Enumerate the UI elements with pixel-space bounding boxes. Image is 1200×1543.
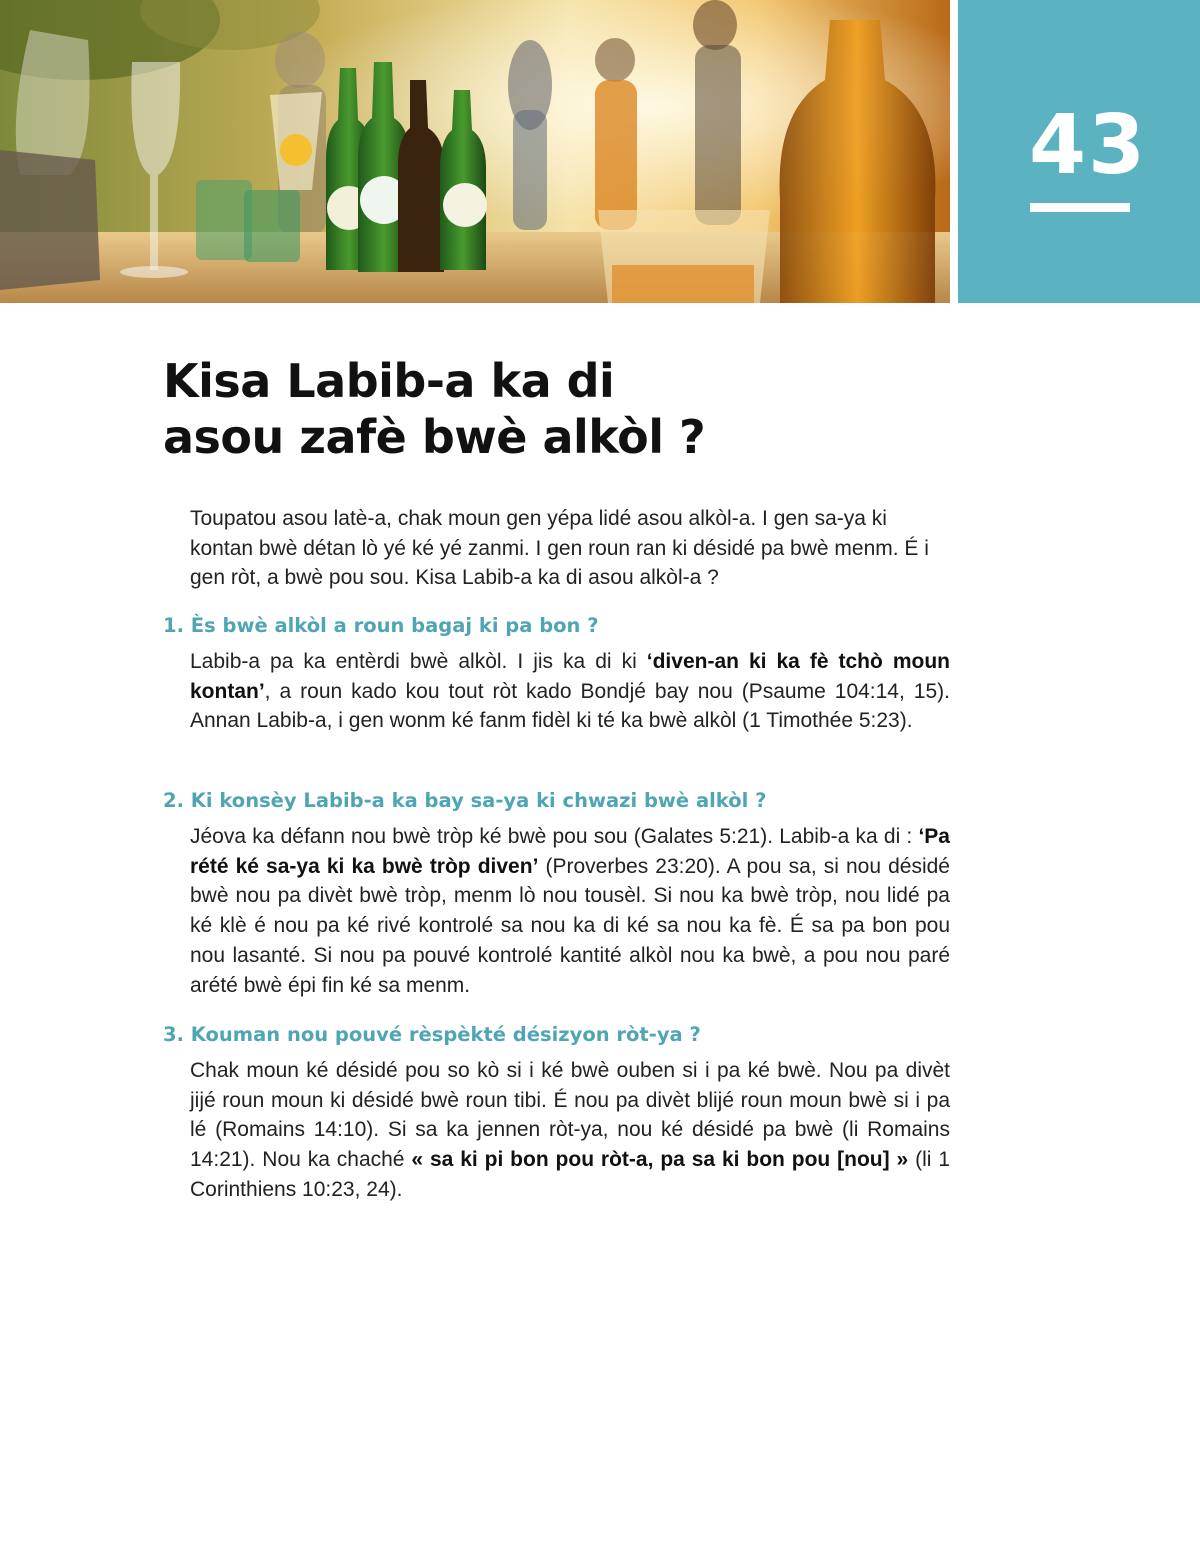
answer-1-text-a: Labib-a pa ka entèrdi bwè alkòl. I jis ka di ki xyxy=(190,650,647,673)
answer-1-text-b: , a roun kado kou tout ròt kado Bondjé bay nou (Psaume 104:14, 15). Annan Labib-a, i gen wonm ké fanm fidèl ki té ka bwè alkòl (1 Timothée 5:23). xyxy=(190,679,950,733)
lesson-number-badge xyxy=(958,0,1200,303)
answer-3-quote: « sa ki pi bon pou ròt-a, pa sa ki bon pou [nou] » xyxy=(411,1148,909,1172)
answer-3-text-b: (li 1 Corinthiens 10:23, 24). xyxy=(190,1148,950,1201)
answer-3-text-a: Chak moun ké désidé pou so kò si i ké bwè ouben si i pa ké bwè. Nou pa divèt jijé roun moun ki désidé bwè roun tibi. É nou pa divèt blijé roun moun bwè si i pa lé (Romains 14:10). Si sa ka jennen ròt-ya, nou ké désidé pa bwè (li Romains 14:21). Nou ka chaché xyxy=(190,1059,950,1172)
question-3: 3. Kouman nou pouvé rèspèkté désizyon ròt-ya ? xyxy=(163,1023,701,1046)
question-2: 2. Ki konsèy Labib-a ka bay sa-ya ki chwazi bwè alkòl ? xyxy=(163,789,767,812)
lesson-number: 43 xyxy=(1028,98,1148,193)
title-line-1: Kisa Labib-a ka di xyxy=(163,354,615,408)
answer-2-quote: ‘Pa rété ké sa-ya ki ka bwè tròp diven’ xyxy=(190,825,950,878)
question-1: 1. Ès bwè alkòl a roun bagaj ki pa bon ? xyxy=(163,614,599,637)
intro-paragraph: Toupatou asou latè-a, chak moun gen yépa lidé asou alkòl-a. I gen sa-ya ki kontan bwè détan lò yé ké yé zanmi. I gen roun ran ki désidé pa bwè menm. É i gen ròt, a bwè pou sou. Kisa Labib-a ka di asou alkòl-a ? xyxy=(190,507,929,590)
answer-2-text-a: Jéova ka défann nou bwè tròp ké bwè pou sou (Galates 5:21). Labib-a ka di : xyxy=(190,825,919,848)
badge-underline xyxy=(1030,203,1130,212)
page-title xyxy=(163,353,923,465)
answer-3 xyxy=(190,1056,950,1205)
hero-photo xyxy=(0,0,950,303)
title-line-2: asou zafè bwè alkòl ? xyxy=(163,410,706,464)
answer-2-text-b: (Proverbes 23:20). A pou sa, si nou désidé bwè nou pa divèt bwè tròp, menm lò nou tousèl. Si nou ka bwè tròp, nou lidé pa ké klè é nou pa ké rivé kontrolé sa nou ka di ké sa nou ka fè. É sa pa bon pou nou lasanté. Si nou pa pouvé kontrolé kantité alkòl nou ka bwè, a pou nou paré arété bwè épi fin ké sa menm. xyxy=(190,854,950,997)
answer-2 xyxy=(190,822,950,1000)
answer-1-quote: ‘diven-an ki ka fè tchò moun kontan’ xyxy=(190,650,950,703)
answer-1 xyxy=(190,647,950,736)
